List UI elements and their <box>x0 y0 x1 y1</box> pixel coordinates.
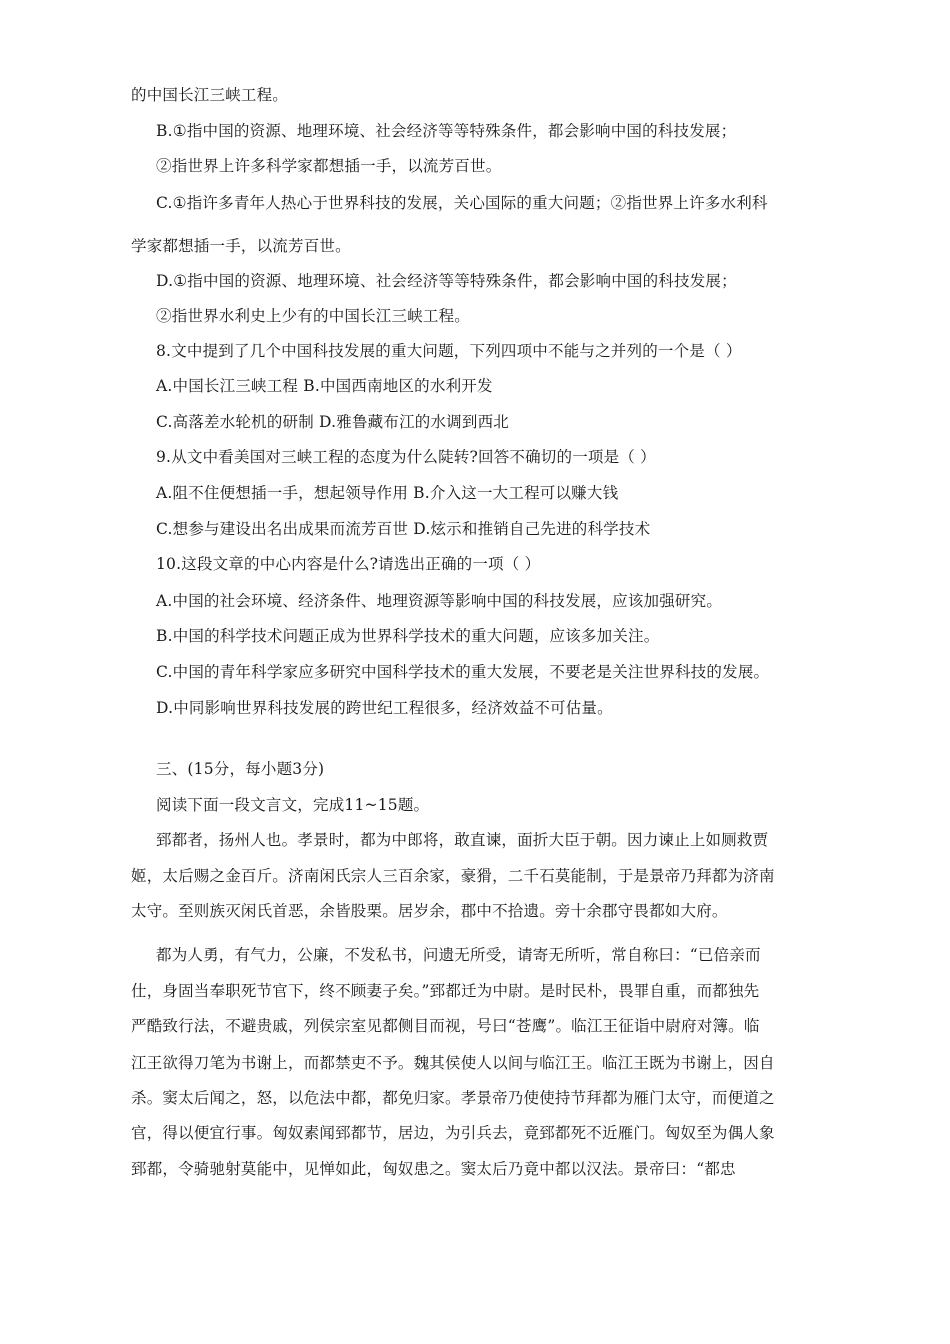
text-line: 都为人勇，有气力，公廉，不发私书，问遗无所受，请寄无所听，常自称曰：“已倍亲而 <box>156 946 761 964</box>
text-line: A.中国的社会环境、经济条件、地理资源等影响中国的科技发展，应该加强研究。 <box>156 592 723 610</box>
text-line: 江王欲得刀笔为书谢上，而都禁吏不予。魏其侯使人以间与临江王。临江王既为书谢上，因自 <box>131 1054 775 1072</box>
text-line: B.①指中国的资源、地理环境、社会经济等等特殊条件，都会影响中国的科技发展； <box>156 122 737 140</box>
text-line: B.中国的科学技术问题正成为世界科学技术的重大问题，应该多加关注。 <box>156 627 660 645</box>
text-line: 官，得以便宜行事。匈奴素闻郅都节，居边，为引兵去，竟郅都死不近雁门。匈奴至为偶人象 <box>131 1124 775 1142</box>
text-line: 的中国长江三峡工程。 <box>131 86 289 104</box>
section-heading: 三、(15分，每小题3分) <box>156 760 325 778</box>
text-line: D.①指中国的资源、地理环境、社会经济等等特殊条件，都会影响中国的科技发展； <box>156 272 737 290</box>
text-line: ②指世界上许多科学家都想插一手，以流芳百世。 <box>156 157 502 175</box>
text-line: A.中国长江三峡工程 B.中国西南地区的水利开发 <box>156 377 493 395</box>
text-line: D.中同影响世界科技发展的跨世纪工程很多，经济效益不可估量。 <box>156 699 613 717</box>
text-line: A.阻不住便想插一手，想起领导作用 B.介入这一大工程可以赚大钱 <box>156 484 619 502</box>
text-line: 严酷致行法，不避贵戚，列侯宗室见都侧目而视，号曰“苍鹰”。临江王征诣中尉府对簿。临 <box>131 1017 760 1035</box>
text-line: 郅都者，扬州人也。孝景时，都为中郎将，敢直谏，面折大臣于朝。因力谏止上如厕救贾 <box>156 831 769 849</box>
text-line: 仕，身固当奉职死节官下，终不顾妻子矣。”郅都迁为中尉。是时民朴，畏罪自重，而都独先 <box>131 982 760 1000</box>
text-line: 杀。窦太后闻之，怒，以危法中都，都免归家。孝景帝乃使使持节拜都为雁门太守，而便道之 <box>131 1089 775 1107</box>
text-line: C.想参与建设出名出成果而流芳百世 D.炫示和推销自己先进的科学技术 <box>156 520 651 538</box>
text-line: C.高落差水轮机的研制 D.雅鲁藏布江的水调到西北 <box>156 413 509 431</box>
question-10: 10.这段文章的中心内容是什么?请选出正确的一项（ ） <box>156 555 541 573</box>
text-line: C.中国的青年科学家应多研究中国科学技术的重大发展，不要老是关注世界科技的发展。 <box>156 663 770 681</box>
text-line: 姬，太后赐之金百斤。济南闲氏宗人三百余家，豪猾，二千石莫能制，于是景帝乃拜都为济南 <box>131 867 775 885</box>
text-line: 郅都，令骑驰射莫能中，见惮如此，匈奴患之。窦太后乃竟中都以汉法。景帝曰：“都忠 <box>131 1160 736 1178</box>
text-line: ②指世界水利史上少有的中国长江三峡工程。 <box>156 307 471 325</box>
text-line: 学家都想插一手，以流芳百世。 <box>131 237 351 255</box>
question-9: 9.从文中看美国对三峡工程的态度为什么陡转?回答不确切的一项是（ ） <box>156 448 656 466</box>
text-line: 阅读下面一段文言文，完成11~15题。 <box>156 796 430 814</box>
question-8: 8.文中提到了几个中国科技发展的重大问题，下列四项中不能与之并列的一个是（ ） <box>156 342 742 360</box>
text-line: C.①指许多青年人热心于世界科技的发展，关心国际的重大问题；②指世界上许多水利科 <box>156 194 768 212</box>
text-line: 太守。至则族灭闲氏首恶，余皆股栗。居岁余，郡中不拾遗。旁十余郡守畏都如大府。 <box>131 902 728 920</box>
